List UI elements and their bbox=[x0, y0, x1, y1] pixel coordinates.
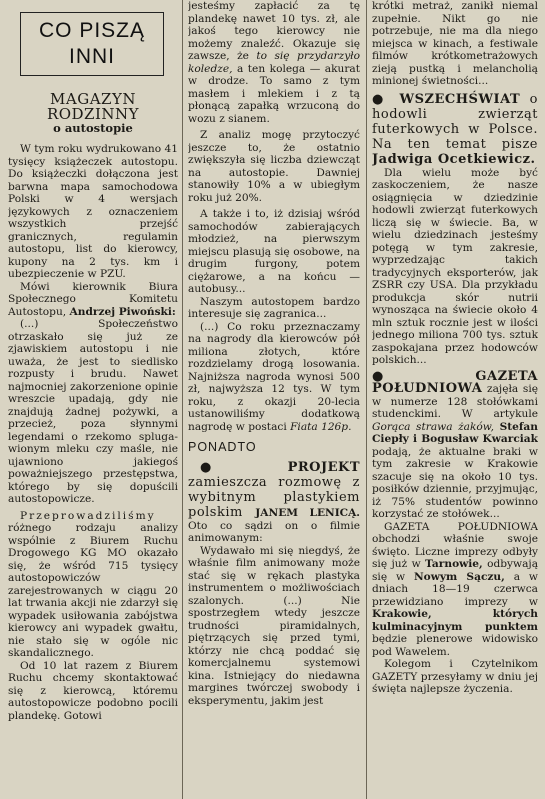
column-rule bbox=[366, 0, 367, 799]
bullet-icon: ● bbox=[200, 459, 249, 475]
column-rule bbox=[182, 0, 183, 799]
column-3 bbox=[372, 0, 538, 799]
article-paragraph: (...) Co roku przeznaczamy na nagrody dla kierowców pół miliona złotych, które rozdzielamy drogą losowania. Najniższa nagroda wynosi 500 zł, najwyższa 12 tys. W tym roku, z okazji 20-lecia ustanowiliśmy dodatkową nagrodę w postaci Fiata 126p. bbox=[188, 320, 360, 433]
article-paragraph: Naszym autostopem bardzo interesuje się zagranica... bbox=[188, 295, 360, 320]
section-header-line1: CO PISZĄ bbox=[38, 19, 146, 42]
bullet-icon: ● bbox=[372, 368, 428, 384]
article-paragraph: Dla wielu może być zaskoczeniem, że nasze osiągnięcia w dziedzinie hodowli zwierząt futerkowych liczą się w świecie. Ba, w wielu dziedzinach jesteśmy potęgą w tym zakresie, wyprzedzając takich tradycyjnych eksporterów, jak ZSRR czy USA. Dla przykładu produkcja skór nutrii wynosząca na świecie około 4 mln sztuk rocznie jest w ilości jednego miliona 700 tys. sztuk zaspokajana przez hodowców polskich... bbox=[372, 166, 538, 366]
article-paragraph: Mówi kierownik Biura Społecznego Komitetu Autostopu, Andrzej Piwoński: bbox=[8, 280, 178, 318]
bullet-icon: ● bbox=[372, 91, 390, 107]
article-paragraph: Wydawało mi się niegdyś, że właśnie film animowany może stać się w rękach plastyka instrumentem o możliwościach szalonych. (...) Nie spostrzegłem wtedy jeszcze trudności piramidalnych, piętrzących się przed tymi, którzy nie chcą poddać się komercjalnemu systemowi kina. Istniejący do niedawna margines twórczej swobody i eksperymentu, jakim jest bbox=[188, 544, 360, 707]
column-2 bbox=[188, 0, 360, 799]
article-paragraph: ● WSZECHŚWIAT o hodowli zwierząt futerkowych w Polsce. Na ten temat pisze Jadwiga Ocetkiewicz. bbox=[372, 91, 538, 167]
article-paragraph: W tym roku wydrukowano 41 tysięcy książeczek autostopu. Do książeczki dołączona jest barwna mapa samochodowa Polski w 4 wersjach językowych z oznaczeniem wszystkich przejść granicznych, regulamin autostopu, list do kierowcy, kupony na 2 tys. km i ubezpieczenie w PZU. bbox=[8, 143, 178, 280]
ponadto-label: PONADTO bbox=[188, 440, 257, 454]
article-paragraph: krótki metraż, zanikł niemal zupełnie. Nikt go nie potrzebuje, nie ma dla niego miejsca w kinach, a festiwale filmów krótkometrażowych zieją pustką i melancholią minionej świetności... bbox=[372, 0, 538, 87]
magazyn-subtitle: o autostopie bbox=[53, 121, 133, 135]
article-paragraph: ● PROJEKT zamieszcza rozmowę z wybitnym plastykiem polskim JANEM LENICĄ. Oto co sądzi on o filmie animowanym: bbox=[188, 459, 360, 544]
section-header-line2: INNI bbox=[69, 45, 115, 68]
article-paragraph: Kolegom i Czytelnikom GAZETY przesyłamy w dniu jej święta najlepsze życzenia. bbox=[372, 658, 538, 695]
article-paragraph: A także i to, iż dzisiaj wśród samochodów zabierających młodzież, na pierwszym miejscu plasują się osobowe, na drugim furgony, potem ciężarowe, a na końcu — autobusy... bbox=[188, 208, 360, 295]
article-paragraph: jesteśmy zapłacić za tę plandekę nawet 10 tys. zł, ale jakoś tego kierowcy nie możemy znaleźć. Okazuje się zawsze, że to się przydarzyło koledze, a ten kolega — akurat w drodze. To samo z tym masłem i mlekiem i z tą płonącą zapałką wrzuconą do wozu z sianem. bbox=[188, 0, 360, 125]
magazyn-title: MAGAZYN RODZINNY bbox=[46, 90, 140, 123]
article-paragraph: Przeprowadziliśmy różnego rodzaju analizy wspólnie z Biurem Ruchu Drogowego KG MO okazało się, że wśród 715 tysięcy autostopowiczów zarejestrowanych w ciągu 20 lat trwania akcji nie zdarzył się wypadek usiłowania zabójstwa kierowcy ani wypadek gwałtu, nie stało się w ogóle nic skandalicznego. bbox=[8, 509, 178, 659]
article-paragraph: GAZETA POŁUDNIOWA obchodzi właśnie swoje święto. Liczne imprezy odbyły się już w Tarnowie, odbywają się w Nowym Sączu, a w dniach 18—19 czerwca przewidziano imprezy w Krakowie, których kulminacyjnym punktem będzie plenerowe widowisko pod Wawelem. bbox=[372, 520, 538, 658]
article-paragraph: ● GAZETA POŁUDNIOWA zajęła się w numerze 128 stołówkami studenckimi. W artykule Gorąca strawa żaków, Stefan Ciepły i Bogusław Kwarciak podają, że aktualne braki w tym zakresie w Krakowie szacuje się na około 10 tys. posiłków dziennie, przyjmując, iż 75% studentów powinno korzystać ze stołówek... bbox=[372, 368, 538, 520]
article-paragraph: (...) Społeczeństwo otrzaskało się już ze zjawiskiem autostopu i nie uważa, że jest to siedlisko rozpusty i brudu. Nawet najmocniej zakorzenione opinie wreszcie upadają, gdy nie znajdują żadnej pożywki, a przecież, poza słynnymi legendami o rzekomo splugawionym mleku czy maśle, nie ujawniono jakiegoś poważniejszego przestępstwa, którego by się dopuścili autostopowicze. bbox=[8, 318, 178, 505]
column-1 bbox=[8, 0, 178, 799]
section-header-box bbox=[20, 12, 164, 76]
article-paragraph: Od 10 lat razem z Biurem Ruchu chcemy skontaktować się z kierowcą, któremu autostopowicze podobno pocili plandekę. Gotowi bbox=[8, 659, 178, 722]
article-paragraph: Z analiz mogę przytoczyć jeszcze to, że ostatnio zwiększyła się liczba dziewcząt na autostopie. Dawniej stanowiły 10% a w ubiegłym roku już 20%. bbox=[188, 129, 360, 204]
